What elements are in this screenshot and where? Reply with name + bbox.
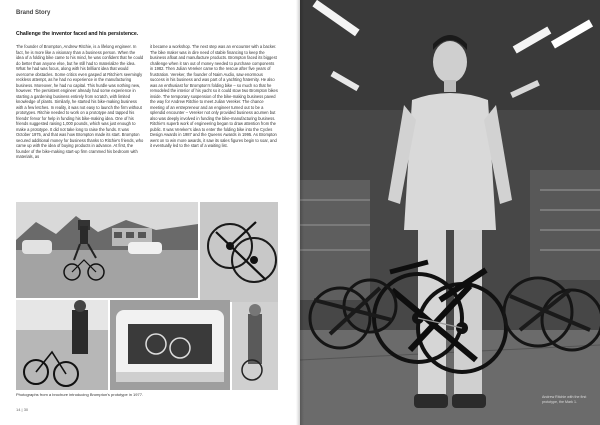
right-page: [300, 0, 600, 425]
rider-with-bike-photo: [16, 300, 108, 390]
inventor-workshop-photo: [300, 0, 600, 425]
section-label: Brand Story: [16, 10, 51, 16]
brochure-photo-collage: [16, 202, 278, 390]
body-text-column-1: The founder of Brompton, Andrew Ritchie, is a lifelong engineer. In fact, he is more like a visionary than a business person. When the idea of a folding bike came to his mind, he was confident that he could do better than anyone else, but he still had to materialize the idea. What he had was focus, along with his brilliant idea that would overcome obstacles. Some critics even gasped at Ritchie's seemingly reckless attempt, as he had no experience in the manufacturing business. Moreover, he had no capital. This hurdle was nothing new, however. The persistent engineer already had some experience in starting a gardening business entirely from scratch, with limited knowledge of plants. Similarly, he started his bike-making business with a few letches. In reality, it was not easy to launch the firm without prototypes. Ritchie needed to work on a prototype and tapped his friends' fervor for help in funding his bike-making idea. One of his friends suggested raising 1,000 pounds, which was just enough to make a prototype. It did not take long to raise the funds. It was October 1975, and that was how Brompton made its start. Brompton secured additional money for business thanks to Ritchie's friends, who came up with the idea of buying products in advance. At first, the founder of the bike-making start-up firm crammed his bedroom with materials, as: [16, 44, 144, 159]
person-carrying-bike-photo: [232, 302, 278, 390]
collage-caption: Photographs from a brochure introducing Brompton's prototype in 1977.: [16, 392, 144, 397]
article-subheading: Challenge the inventor faced and his persistence.: [16, 31, 139, 37]
photo-caption: Andrew Ritchie with the first prototype, the Mark 1.: [542, 395, 587, 404]
folded-bike-photo: [200, 202, 278, 302]
car-boot-photo: [110, 300, 230, 390]
page-number: 14 | 30: [16, 407, 29, 412]
book-gutter-shadow: [296, 0, 304, 425]
street-scene-photo: [16, 202, 198, 298]
body-text-column-2: it became a workshop. The next step was an encounter with a backer. The bike maker was in dire need of stable financing to keep the business afloat and manufacture products. Brompton faced its biggest challenge when it ran out of money needed to purchase components in 1982. Then Julian Vereker came to the rescue after five years of frustration. Vereker, the founder of Naim Audio, saw enormous success in his business and was part of a yachting fraternity. He also was an enthusiast for Brompton's folding bike – so much so that he remodeled the interior of his yacht so it could stow two Brompton bikes inside. The temporary suspension of the bike-making business paved the way for Andrew Ritchie to meet Julian Vereker. The chance meeting of an entrepreneur and an engineer turned out to be a splendid encounter – Vereker not only provided business acumen but also was deeply involved in funding the bike-manufacturing business. Ritchie's superb work of engineering began to draw attention from the public. It was Vereker's idea to enter the folding bike into the Cycles Design Awards in 1987 and the Queens Awards in 1995. As Brompton went on to win more awards, it saw its sales figures begin to soar, and it eventually led to the start of a waiting list.: [150, 44, 278, 148]
